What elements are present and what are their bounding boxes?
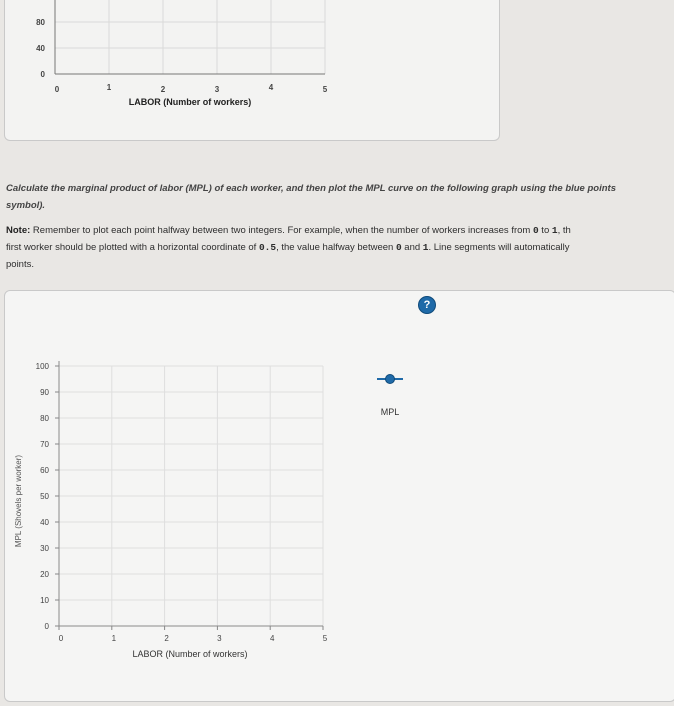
prev-x-tick: 3 [214, 85, 220, 94]
legend-label: MPL [380, 407, 400, 417]
note-code: 1 [422, 242, 429, 253]
y-tick-label: 90 [40, 388, 49, 397]
x-tick-label: 4 [269, 634, 275, 643]
y-tick-label: 0 [44, 622, 49, 631]
note-code: 1 [551, 225, 558, 236]
note-text [6, 222, 674, 273]
note-code: 0.5 [258, 242, 277, 253]
y-tick-label: 50 [40, 492, 49, 501]
y-tick-label: 80 [40, 414, 49, 423]
previous-graph-panel [4, 0, 500, 141]
x-tick-label: 5 [322, 634, 328, 643]
note-text-part: , the value halfway between [276, 242, 396, 253]
y-tick-label: 40 [40, 518, 49, 527]
prev-x-tick: 5 [322, 85, 328, 94]
prev-x-axis-label: LABOR (Number of workers) [128, 97, 252, 107]
mpl-point-tool[interactable] [377, 375, 403, 418]
previous-graph [5, 0, 499, 140]
note-code: 0 [532, 225, 539, 236]
blue-circle-icon [386, 375, 395, 384]
x-tick-label: 0 [58, 634, 64, 643]
y-tick-label: 20 [40, 570, 49, 579]
note-line-1 [6, 222, 674, 239]
prev-x-tick: 4 [268, 83, 274, 92]
x-tick-label: 1 [111, 634, 117, 643]
prev-y-tick: 0 [40, 70, 45, 79]
prev-x-tick: 2 [160, 85, 166, 94]
prev-y-tick: 40 [36, 44, 45, 53]
x-tick-label: 2 [164, 634, 169, 643]
instruction-text [6, 180, 674, 214]
note-text-part: , th [557, 225, 571, 236]
x-tick-label: 3 [217, 634, 222, 643]
y-tick-label: 10 [40, 596, 49, 605]
prev-x-tick: 0 [54, 85, 60, 94]
note-line-3: points. [6, 259, 34, 270]
y-tick-label: 30 [40, 544, 49, 553]
note-text-part: to [538, 225, 552, 236]
note-text-part: first worker should be plotted with a horizontal coordinate of [6, 242, 259, 253]
note-text-part: and [401, 242, 423, 253]
note-label: Note: [6, 225, 31, 236]
prev-y-tick: 80 [36, 18, 45, 27]
mpl-chart[interactable] [5, 291, 674, 701]
x-axis-label: LABOR (Number of workers) [132, 649, 248, 659]
note-code: 0 [395, 242, 402, 253]
y-axis-label: MPL (Shovels per worker) [14, 454, 23, 548]
mpl-graph-panel [4, 290, 674, 702]
y-tick-label: 60 [40, 466, 49, 475]
note-line-2 [6, 239, 674, 256]
help-button[interactable]: ? [418, 296, 436, 314]
instruction-line-1: Calculate the marginal product of labor (MPL) of each worker, and then plot the MPL curve on the following graph using the blue points [6, 183, 616, 194]
note-text-part: Remember to plot each point halfway between two integers. For example, when the number of workers increases from [30, 225, 533, 236]
instruction-line-2: symbol). [6, 200, 46, 211]
note-text-part: . Line segments will automatically [428, 242, 570, 253]
y-tick-label: 100 [35, 362, 49, 371]
y-tick-label: 70 [40, 440, 49, 449]
prev-x-tick: 1 [106, 83, 112, 92]
